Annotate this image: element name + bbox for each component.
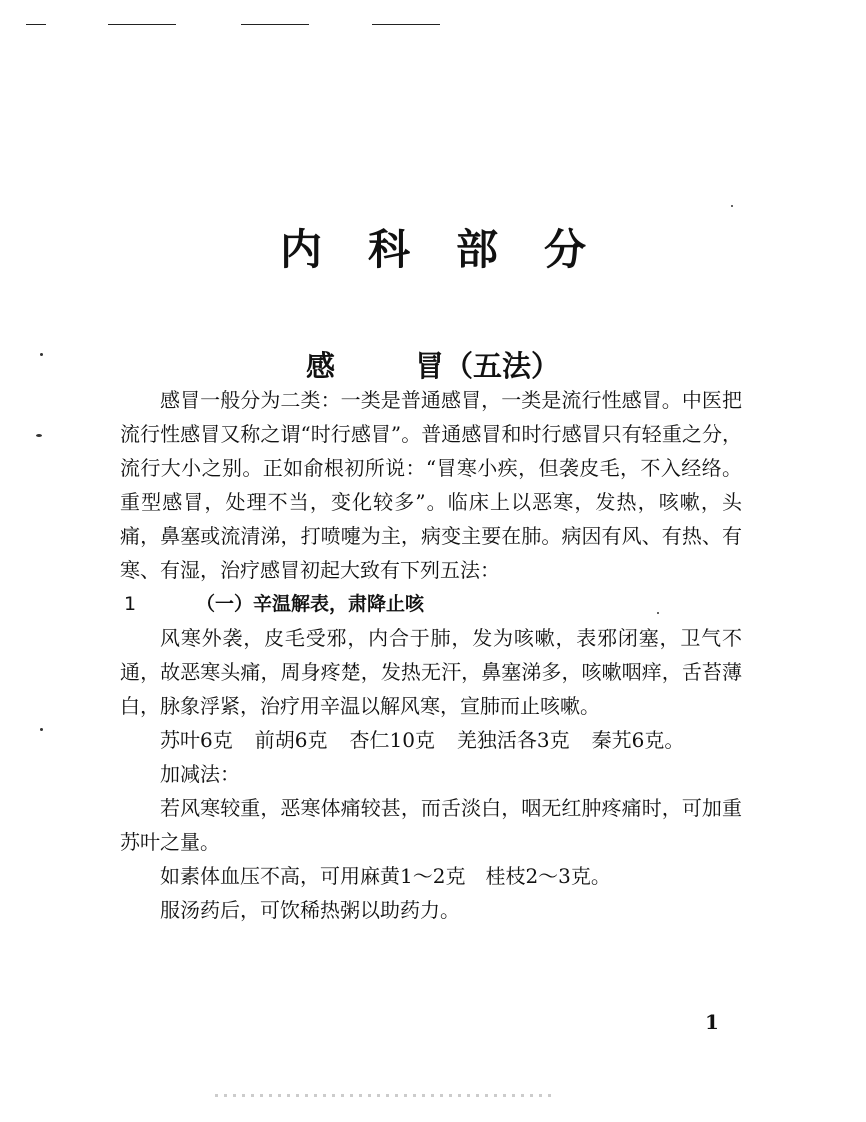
herb-item: 苏叶6克 <box>160 728 233 752</box>
herb-item: 羌独活各3克 <box>456 728 570 752</box>
modification-item: 服汤药后，可饮稀热粥以助药力。 <box>160 898 460 922</box>
top-rule <box>108 24 176 25</box>
method-heading-text: （一）辛温解表，肃降止咳 <box>196 593 425 615</box>
herb-item: 秦艽6克。 <box>591 728 685 752</box>
section-title-main: 感 <box>305 349 335 384</box>
section-title <box>0 344 866 388</box>
herb-item: 杏仁10克 <box>349 728 435 752</box>
prescription <box>120 723 742 757</box>
scan-speck <box>40 728 43 731</box>
modification-label: 加减法： <box>160 762 240 786</box>
scan-speck <box>731 205 733 207</box>
method-heading <box>120 587 742 621</box>
modification-item: 若风寒较重，恶寒体痛较甚，而舌淡白，咽无红肿疼痛时，可加重苏叶之量。 <box>120 796 742 854</box>
method-number: 1 <box>124 593 137 615</box>
modification-item: 如素体血压不高，可用麻黄1～2克 桂枝2～3克。 <box>160 864 611 888</box>
footer-noise <box>215 1094 555 1097</box>
intro-paragraph: 感冒一般分为二类：一类是普通感冒，一类是流行性感冒。中医把流行性感冒又称之谓“时行感冒”。普通感冒和时行感冒只有轻重之分，流行大小之别。正如俞根初所说：“冒寒小疾，但袭皮毛，不入经络。重型感冒，处理不当，变化较多”。临床上以恶寒，发热，咳嗽，头痛，鼻塞或流清涕，打喷嚏为主，病变主要在肺。病因有风、有热、有寒、有湿，治疗感冒初起大致有下列五法： <box>120 388 742 582</box>
chapter-title: 内科部分 <box>279 225 632 275</box>
method-description: 风寒外袭，皮毛受邪，内合于肺，发为咳嗽，表邪闭塞，卫气不通，故恶寒头痛，周身疼楚，发热无汗，鼻塞涕多，咳嗽咽痒，舌苔薄白，脉象浮紧，治疗用辛温以解风寒，宣肺而止咳嗽。 <box>120 626 742 718</box>
scan-speck <box>40 353 43 356</box>
scan-speck <box>36 434 42 437</box>
top-rule <box>241 24 309 25</box>
herb-item: 前胡6克 <box>254 728 328 752</box>
top-rule <box>372 24 440 25</box>
scan-speck <box>657 612 659 614</box>
body-text <box>120 383 742 927</box>
page-number: 1 <box>705 1010 719 1034</box>
top-rule <box>26 24 46 25</box>
section-title-second: 冒（五法） <box>415 349 561 384</box>
